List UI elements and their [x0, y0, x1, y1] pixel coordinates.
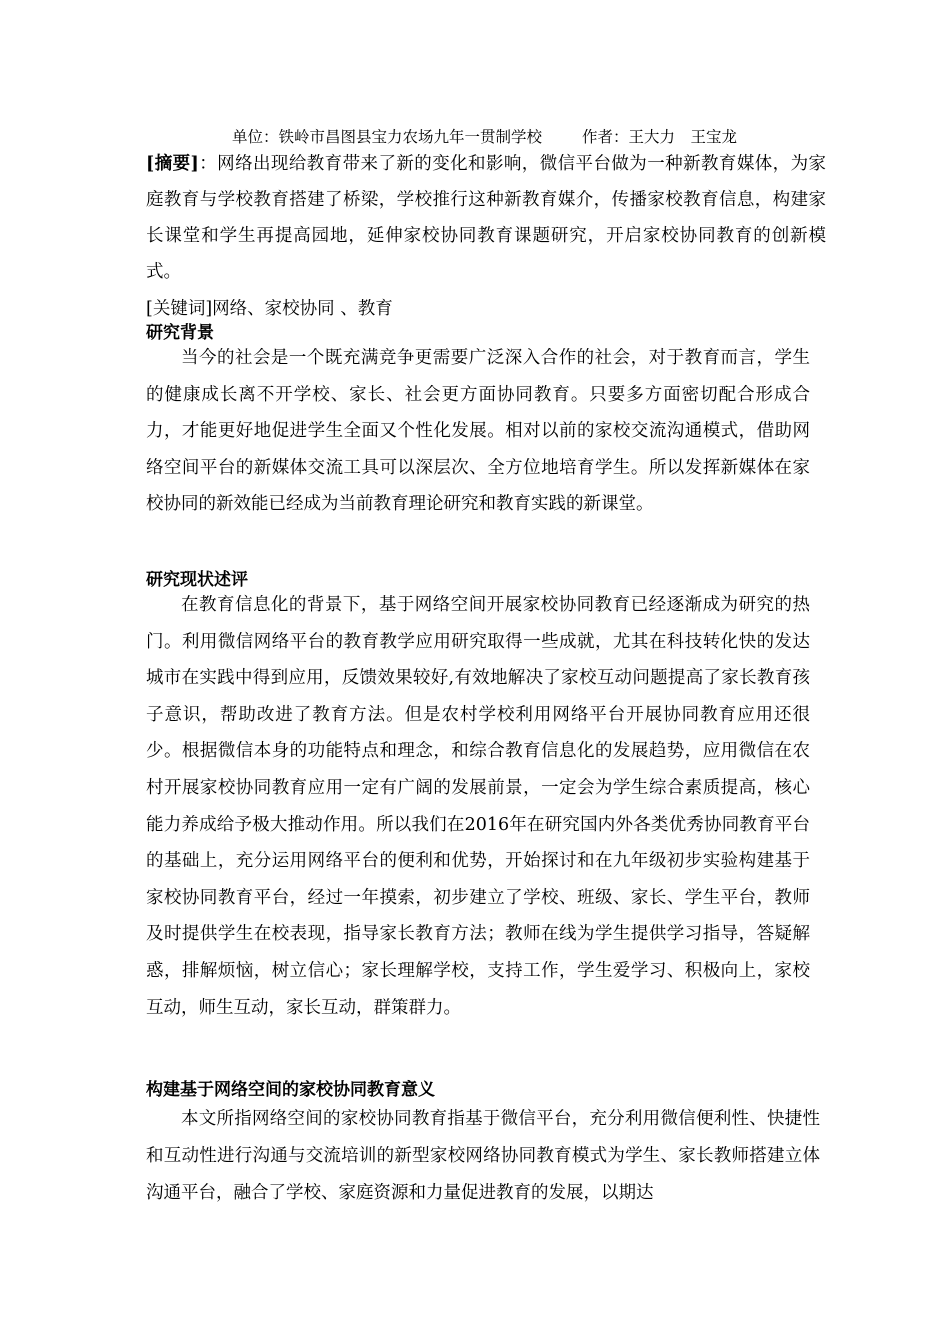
section-heading-status: 研究现状述评 [146, 570, 248, 590]
abstract-paragraph [146, 146, 826, 290]
section-heading-meaning: 构建基于网络空间的家校协同教育意义 [146, 1080, 435, 1100]
section-body-status: 在教育信息化的背景下，基于网络空间开展家校协同教育已经逐渐成为研究的热门。利用微信网络平台的教育教学应用研究取得一些成就，尤其在科技转化快的发达城市在实践中得到应用，反馈效果较好,有效地解决了家校互动问题提高了家长教育孩子意识，帮助改进了教育方法。但是农村学校利用网络平台开展协同教育应用还很少。根据微信本身的功能特点和理念，和综合教育信息化的发展趋势，应用微信在农村开展家校协同教育应用一定有广阔的发展前景，一定会为学生综合素质提高，核心能力养成给予极大推动作用。所以我们在2016年在研究国内外各类优秀协同教育平台的基础上，充分运用网络平台的便利和优势，开始探讨和在九年级初步实验构建基于家校协同教育平台，经过一年摸索，初步建立了学校、班级、家长、学生平台，教师及时提供学生在校表现，指导家长教育方法；教师在线为学生提供学习指导，答疑解惑，排解烦恼，树立信心；家长理解学校，支持工作，学生爱学习、积极向上，家校互动，师生互动，家长互动，群策群力。 [146, 595, 810, 1018]
unit-label: 单位：铁岭市昌图县宝力农场九年一贯制学校 [232, 128, 543, 146]
section-heading-background: 研究背景 [146, 323, 214, 343]
section-body-meaning: 本文所指网络空间的家校协同教育指基于微信平台，充分利用微信便利性、快捷性和互动性进行沟通与交流培训的新型家校网络协同教育模式为学生、家长教师搭建立体沟通平台，融合了学校、家庭资源和力量促进教育的发展，以期达 [146, 1109, 820, 1203]
section-body-background: 当今的社会是一个既充满竞争更需要广泛深入合作的社会，对于教育而言，学生的健康成长离不开学校、家长、社会更方面协同教育。只要多方面密切配合形成合力，才能更好地促进学生全面又个性化发展。相对以前的家校交流沟通模式，借助网络空间平台的新媒体交流工具可以深层次、全方位地培育学生。所以发挥新媒体在家校协同的新效能已经成为当前教育理论研究和教育实践的新课堂。 [146, 348, 810, 515]
unit-author-line [232, 126, 737, 148]
abstract-text: ：网络出现给教育带来了新的变化和影响，微信平台做为一种新教育媒体，为家庭教育与学校教育搭建了桥梁，学校推行这种新教育媒介，传播家校教育信息，构建家长课堂和学生再提高园地，延伸家校协同教育课题研究，开启家校协同教育的创新模式。 [146, 154, 827, 282]
abstract-label: [摘要] [146, 154, 199, 174]
author-label: 作者：王大力 王宝龙 [582, 128, 738, 146]
keywords-label: [关键词] [146, 299, 213, 319]
keywords-text: 网络、家校协同 、教育 [212, 299, 393, 319]
